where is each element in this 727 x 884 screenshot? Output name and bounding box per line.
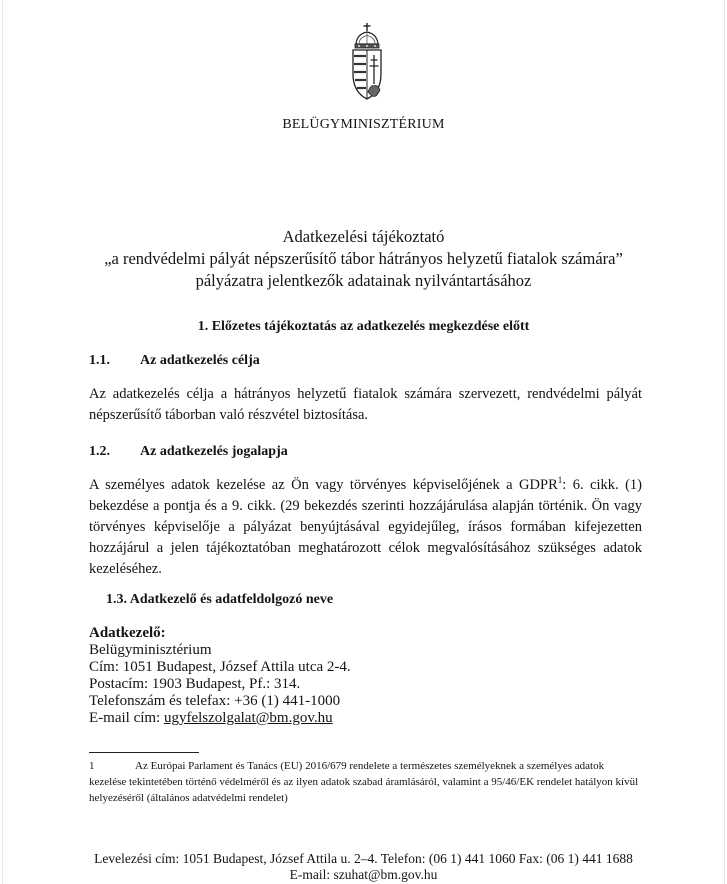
subsection-1-2-heading: Az adatkezelés jogalapja <box>140 444 288 459</box>
document-title <box>0 226 727 292</box>
legal-basis-text-cont: : 6. cikk. (1) <box>562 477 642 493</box>
title-line-2: „a rendvédelmi pályát népszerűsítő tábor hátrányos helyzetű fiatalok számára” <box>104 249 623 268</box>
controller-address: Cím: 1051 Budapest, József Attila utca 2-4. <box>89 659 351 675</box>
footnote <box>89 758 642 806</box>
subsection-1-2-number: 1.2. <box>89 444 110 459</box>
controller-name: Belügyminisztérium <box>89 642 212 658</box>
controller-postal: Postacím: 1903 Budapest, Pf.: 314. <box>89 676 301 692</box>
controller-details <box>89 625 351 727</box>
footnote-number: 1 <box>89 760 95 772</box>
footnote-text: Az Európai Parlament és Tanács (EU) 2016/679 rendelete a természetes személyeknek a személyes adatok kezelése tekintetében történő védelméről és az ilyen adatok szabad áramlásáról, valamint a 95/46/EK rendelet hatályon kívül helyezéséről (általános adatvédelmi rendelet) <box>89 760 639 804</box>
subsection-1-1-number: 1.1. <box>89 353 110 368</box>
title-line-1: Adatkezelési tájékoztató <box>282 227 445 246</box>
controller-email-link[interactable]: ugyfelszolgalat@bm.gov.hu <box>163 710 333 726</box>
subsection-1-1-heading: Az adatkezelés célja <box>140 353 260 368</box>
subsection-1-1-paragraph <box>89 384 642 426</box>
hungarian-coat-of-arms-icon <box>347 22 387 102</box>
controller-email-row <box>89 710 351 727</box>
controller-email-label: E-mail cím: <box>89 710 164 726</box>
footnote-ref: 1 <box>557 475 563 486</box>
footer-contact-line: Levelezési cím: 1051 Budapest, József Attila u. 2–4. Telefon: (06 1) 441 1060 Fax: (06 1) 441 1688 <box>94 851 633 866</box>
section-1-heading: 1. Előzetes tájékoztatás az adatkezelés megkezdése előtt <box>197 319 530 334</box>
paragraph-line: hozzájárul a jelen tájékoztatóban meghatározott célok megvalósításához szükséges adatok <box>89 540 642 556</box>
ministry-name: BELÜGYMINISZTÉRIUM <box>282 117 445 132</box>
subsection-1-2-paragraph <box>89 475 642 580</box>
subsection-1-3-heading: 1.3. Adatkezelő és adatfeldolgozó neve <box>106 592 334 607</box>
footer-email-line: E-mail: szuhat@bm.gov.hu <box>289 867 438 882</box>
footnote-divider <box>89 752 199 753</box>
legal-basis-text: A személyes adatok kezelése az Ön vagy törvényes képviselőjének a GDPR <box>89 477 558 493</box>
paragraph-line: Az adatkezelés célja a hátrányos helyzetű fiatalok számára szervezett, rendvédelmi pályát <box>89 386 642 402</box>
paragraph-line: bekezdése a pontja és a 9. cikk. (29 bekezdés szerinti hozzájárulása alapján történik. Ön vagy <box>89 498 642 514</box>
page-footer <box>0 851 727 883</box>
controller-phone: Telefonszám és telefax: +36 (1) 441-1000 <box>89 693 341 709</box>
paragraph-line: törvényes képviselője a pályázat benyújtásával egyidejűleg, írásos formában kifejezetten <box>89 519 642 535</box>
paragraph-line: népszerűsítő táborban való részvétel biztosítása. <box>89 407 369 423</box>
paragraph-line <box>89 475 642 496</box>
title-line-3: pályázatra jelentkezők adatainak nyilvántartásához <box>195 271 532 290</box>
paragraph-line: kezeléséhez. <box>89 561 162 577</box>
controller-label: Adatkezelő: <box>89 625 166 641</box>
